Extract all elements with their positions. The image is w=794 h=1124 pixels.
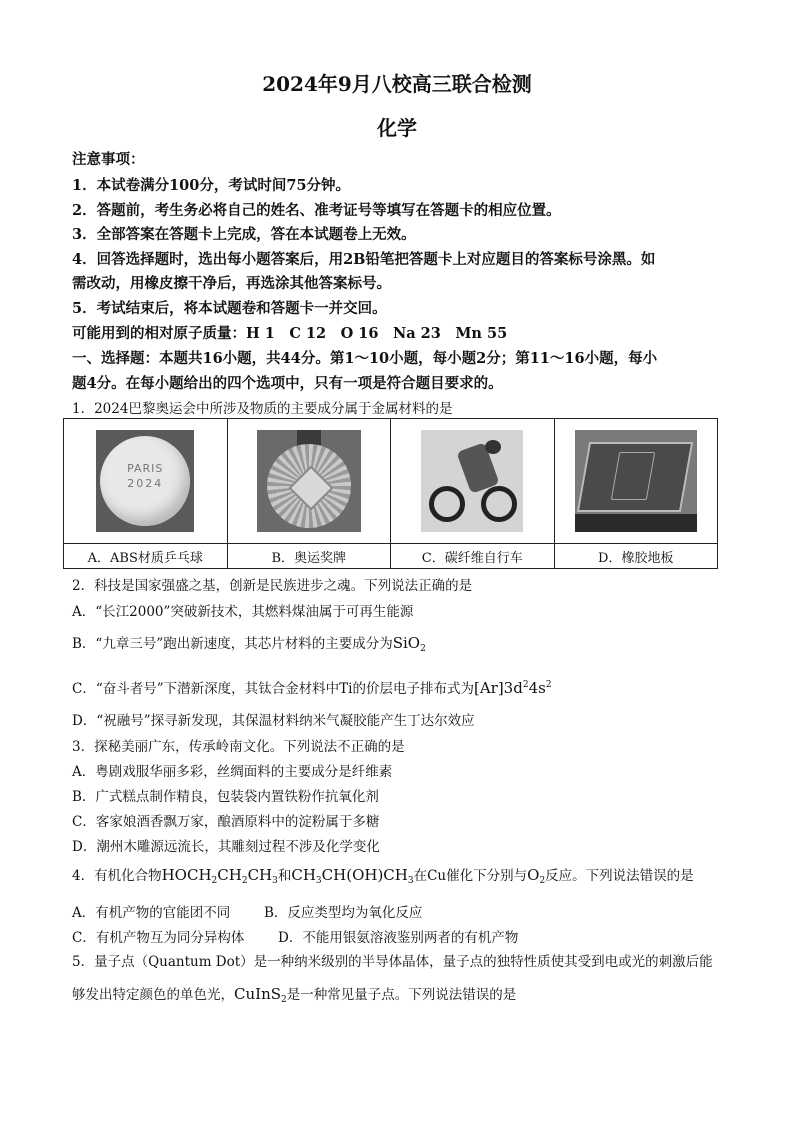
ping-pong-ball-photo (96, 430, 194, 532)
notice-item: 2．答题前，考生务必将自己的姓名、准考证号等填写在答题卡的相应位置。 (72, 202, 561, 219)
ball-logo-text: PARIS (127, 462, 164, 475)
q2-stem: 2．科技是国家强盛之基，创新是民族进步之魂。下列说法正确的是 (72, 578, 473, 594)
q4-stem: 4．有机化合物$HOCH_2CH_2CH_3$和$CH_3CH(OH)CH_3$在Cu催化下分别与$O_2$反应。下列说法错误的是 (72, 866, 694, 886)
sio2-formula: SiO$_2$ (392, 634, 426, 654)
option-c-caption: C．碳纤维自行车 (391, 544, 555, 569)
oxygen-formula: $O_2$ (527, 866, 546, 886)
q4-option-d: D．不能用银氨溶液鉴别两者的有机产物 (278, 930, 519, 946)
option-b-image-cell (227, 419, 391, 544)
option-a-image-cell (64, 419, 228, 544)
rubber-floor-photo (575, 430, 697, 532)
q2-option-d: D．“祝融号”探寻新发现，其保温材料纳米气凝胶能产生丁达尔效应 (72, 713, 475, 729)
q2-option-b (72, 632, 426, 654)
q5-stem-line1: 5．量子点（Quantum Dot）是一种纳米级别的半导体晶体，量子点的独特性质使其受到电或光的刺激后能 (72, 954, 713, 970)
q4-option-a: A．有机产物的官能团不同 (72, 905, 231, 921)
propanol-formula: $HOCH_2CH_2CH_3$ (161, 866, 278, 886)
ball-logo-year: 2024 (127, 477, 164, 490)
notice-item: 4．回答选择题时，选出每小题答案后，用2B铅笔把答题卡上对应题目的答案标号涂黑。如 (72, 251, 656, 268)
option-a-caption: A．ABS材质乒乓球 (64, 544, 228, 569)
q5-stem-line2: 够发出特定颜色的单色光，CuInS$_2$是一种常见量子点。下列说法错误的是 (72, 985, 517, 1005)
cuins2-formula: CuInS$_2$ (234, 985, 287, 1005)
atomic-masses: 可能用到的相对原子质量：H 1 C 12 O 16 Na 23 Mn 55 (72, 325, 508, 342)
option-c-image-cell (391, 419, 555, 544)
q2-option-c-text: C．“奋斗者号”下潜新深度，其钛合金材料中Ti的价层电子排布式为 (72, 681, 474, 697)
q4-option-c: C．有机产物互为同分异构体 (72, 930, 245, 946)
q2-option-c (72, 677, 552, 697)
electron-config: $[Ar]3d^24s^2$ (473, 679, 552, 697)
q3-option-a: A．粤剧戏服华丽多彩，丝绸面料的主要成分是纤维素 (72, 764, 393, 780)
notice-item: 3．全部答案在答题卡上完成，答在本试题卷上无效。 (72, 226, 416, 243)
q2-option-b-text: B．“九章三号”跑出新速度，其芯片材料的主要成分为 (72, 636, 393, 652)
q3-option-b: B．广式糕点制作精良，包装袋内置铁粉作抗氧化剂 (72, 789, 379, 805)
q1-image-table (63, 418, 718, 569)
option-d-image-cell (554, 419, 718, 544)
q2-option-a: A．“长江2000”突破新技术，其燃料煤油属于可再生能源 (72, 604, 414, 620)
q3-option-c: C．客家娘酒香飘万家，酿酒原料中的淀粉属于多糖 (72, 814, 380, 830)
subject-title: 化学 (377, 116, 417, 140)
notice-item: 1．本试卷满分100分，考试时间75分钟。 (72, 177, 351, 194)
q4-option-b: B．反应类型均为氧化反应 (264, 905, 423, 921)
notice-item: 需改动，用橡皮擦干净后，再选涂其他答案标号。 (72, 275, 391, 292)
section-heading-cont: 题4分。在每小题给出的四个选项中，只有一项是符合题目要求的。 (72, 375, 503, 392)
isopropanol-formula: $CH_3CH(OH)CH_3$ (291, 866, 414, 886)
option-b-caption: B．奥运奖牌 (227, 544, 391, 569)
notice-heading: 注意事项： (72, 151, 145, 168)
q1-stem: 1．2024巴黎奥运会中所涉及物质的主要成分属于金属材料的是 (72, 401, 453, 417)
carbon-bike-photo (421, 430, 523, 532)
olympic-medal-photo (257, 430, 361, 532)
notice-item: 5．考试结束后，将本试题卷和答题卡一并交回。 (72, 300, 387, 317)
q3-stem: 3．探秘美丽广东，传承岭南文化。下列说法不正确的是 (72, 739, 405, 755)
q3-option-d: D．潮州木雕源远流长，其雕刻过程不涉及化学变化 (72, 839, 380, 855)
section-heading: 一、选择题：本题共16小题，共44分。第1～10小题，每小题2分；第11～16小题，每小 (72, 350, 658, 367)
option-d-caption: D．橡胶地板 (554, 544, 718, 569)
exam-title: 2024年9月八校高三联合检测 (262, 72, 532, 96)
